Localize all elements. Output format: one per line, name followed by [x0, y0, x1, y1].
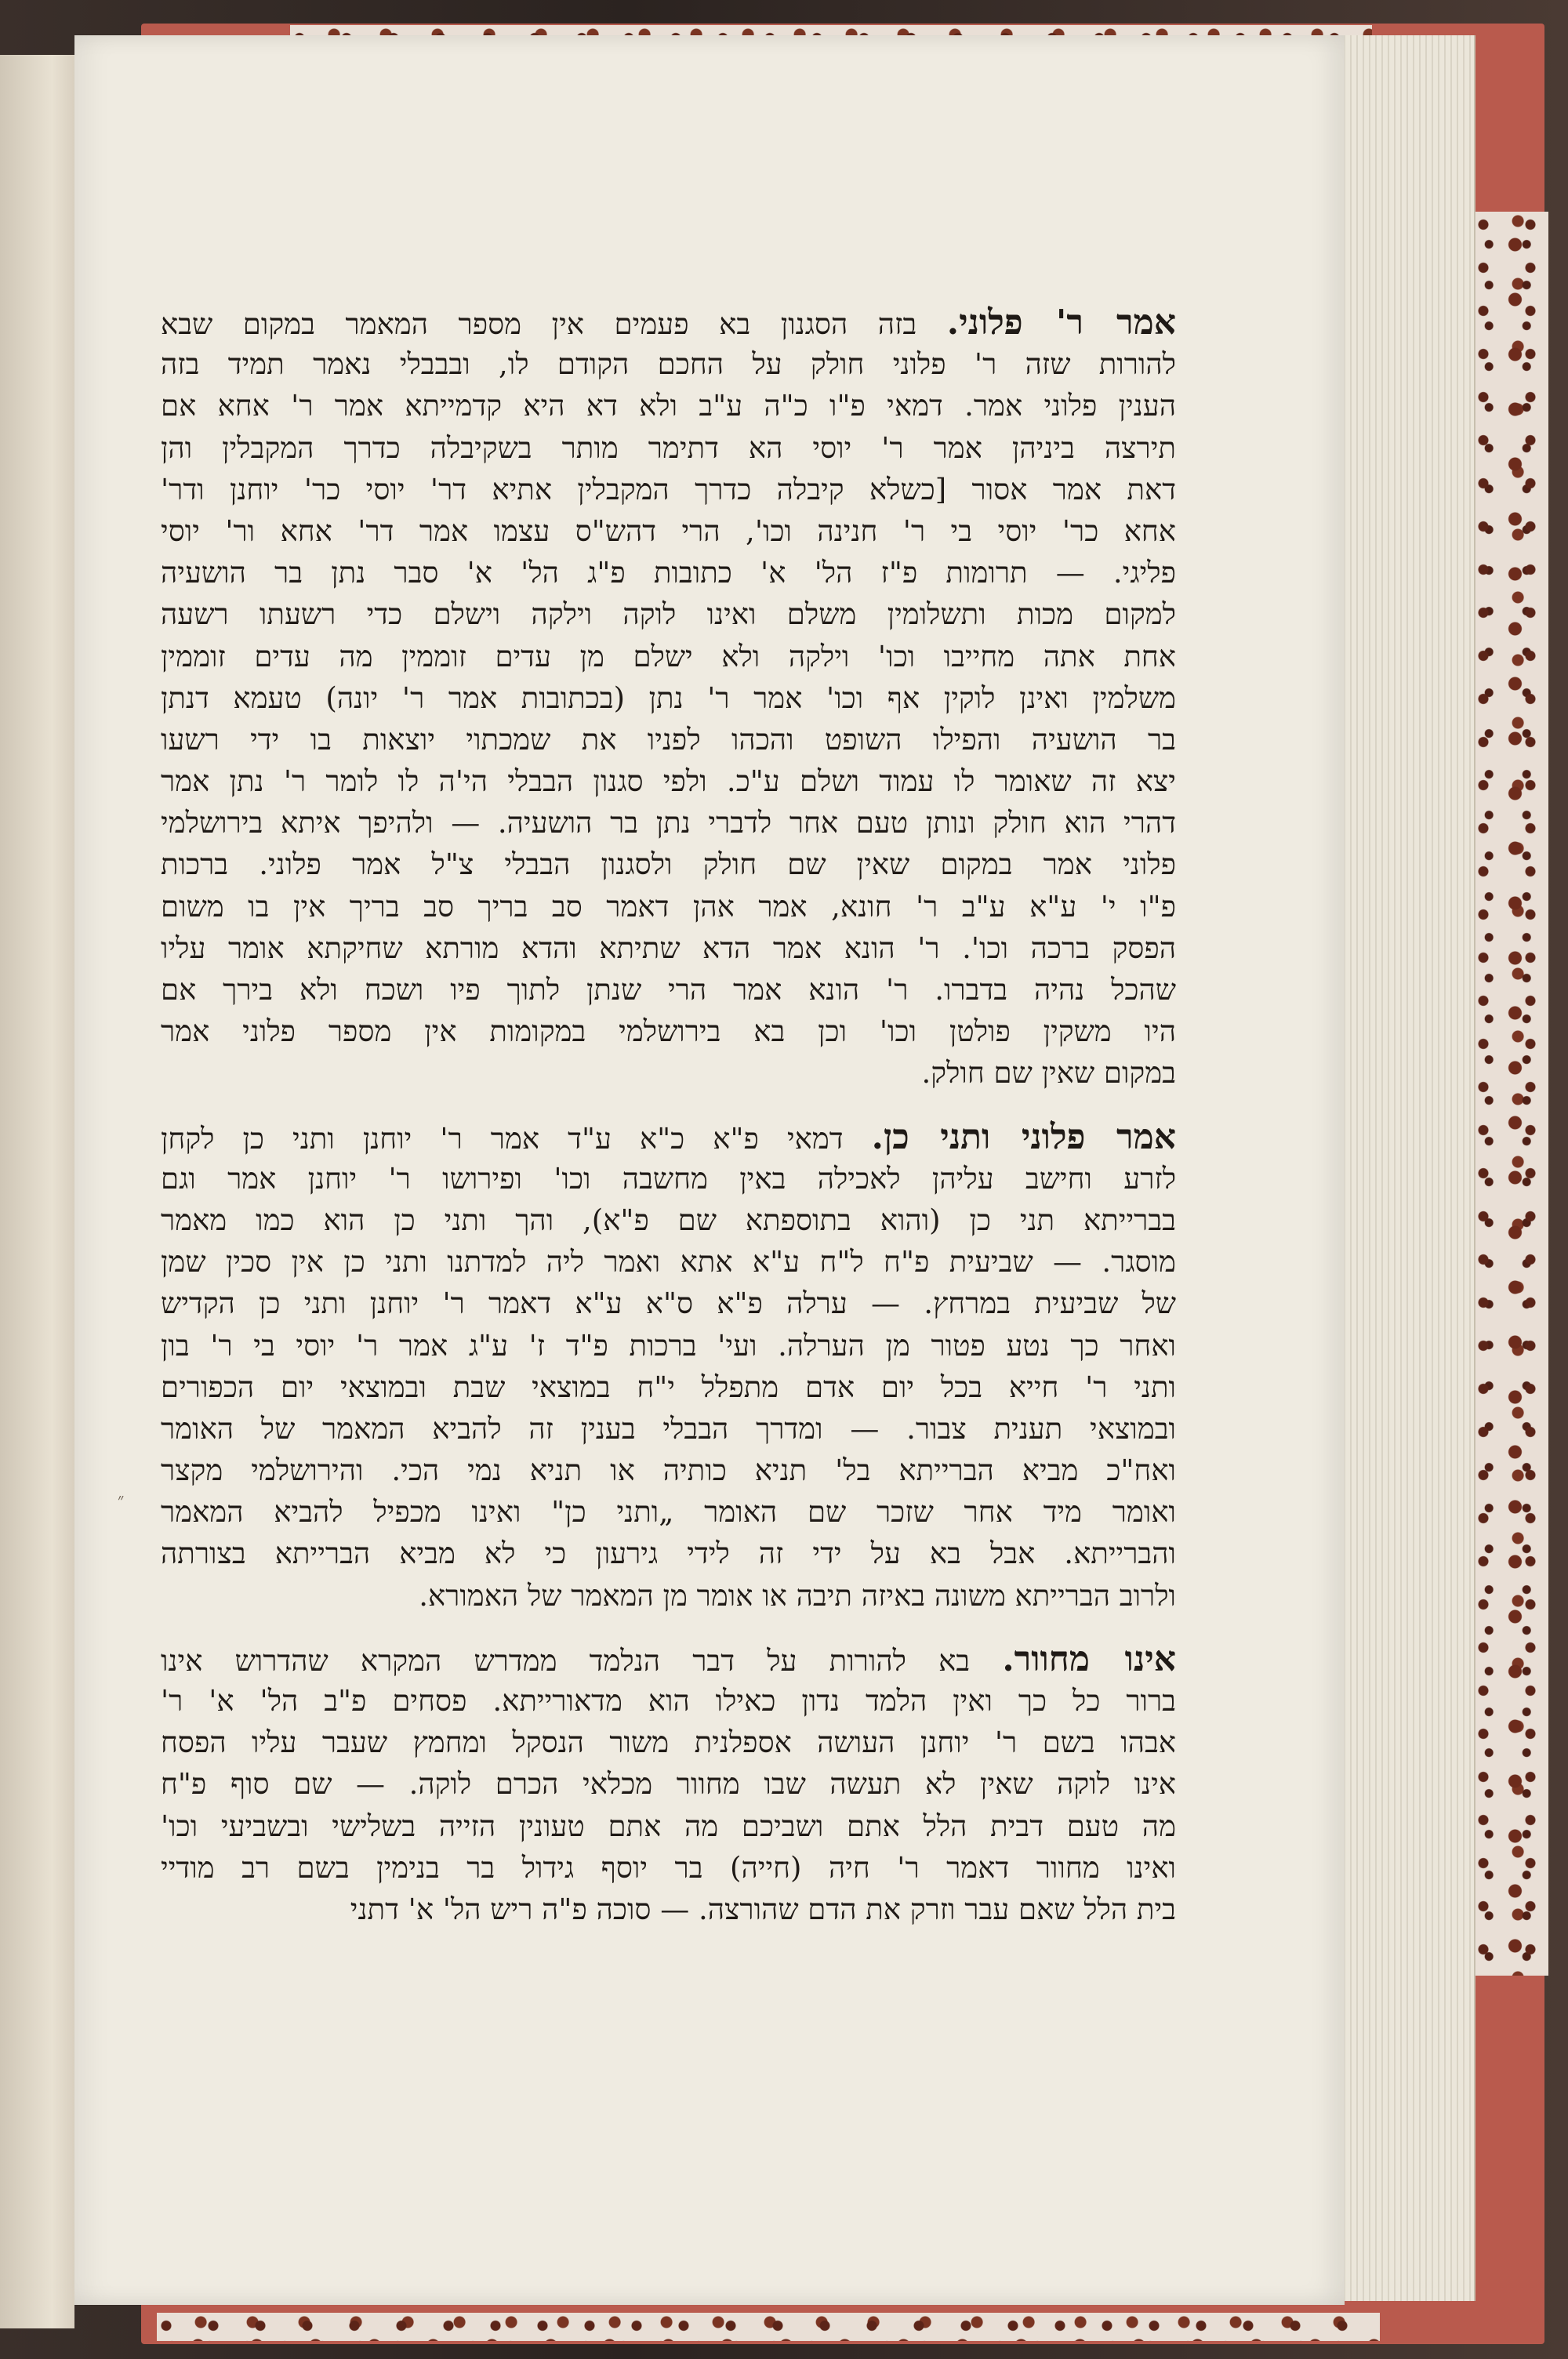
text-line	[161, 552, 1176, 593]
text-line	[161, 1325, 1176, 1366]
text-line	[161, 1763, 1176, 1805]
left-page-edge	[0, 55, 74, 2328]
line-text: דהרי הוא חולק ונותן טעם אחר לדברי נתן בר הושעיה. — ולהיפך איתא בירושלמי	[161, 806, 1176, 840]
line-text: שהכל נהיה בדברו. ר' הונא אמר הרי שנתן לתוך פיו ושכח ולא בירך אם	[161, 973, 1176, 1007]
line-text: בר הושעיה והפילו השופט והכהו לפניו את שמכתוי יוצאות בו ידי רשעו	[161, 722, 1176, 757]
text-line	[161, 1283, 1176, 1324]
text-line	[161, 469, 1176, 510]
text-line	[161, 636, 1176, 677]
paragraph-lead: אמר ר' פלוני.	[946, 303, 1176, 343]
line-text: הפסק ברכה וכו'. ר' הונא אמר הדא שתיתא והדא מורתא שחיקתא אומר עליו	[161, 931, 1176, 965]
text-block	[161, 302, 1176, 1952]
line-text: ואחר כך נטע פטור מן הערלה. ועי' ברכות פ"ד ז' ע"ג אמר ר' יוסי בי ר' בון	[161, 1328, 1176, 1363]
line-text: במקום שאין שם חולק.	[921, 1056, 1176, 1091]
line-text: משלמין ואינן לוקין אף וכו' אמר ר' נתן (בכתובות אמר ר' יונה) טעמא דנתן	[161, 680, 1176, 715]
line-text: אינו לוקה שאין לא תעשה שבו מחוור מכלאי הכרם לוקה. — שם סוף פ"ח	[161, 1767, 1176, 1802]
line-text: אחת אתה מחייבו וכו' וילקה ולא ישלם מן עדים זוממין מה עדים זוממין	[161, 639, 1176, 673]
line-text: בזה הסגנון בא פעמים אין מספר המאמר במקום שבא	[161, 307, 917, 341]
line-text: הענין פלוני אמר. דמאי פ"ו כ"ה ע"ב ולא דא היא קדמייתא אמר ר' אחא אם	[161, 389, 1176, 423]
line-text: ואומר מיד אחר שזכר שם האומר „ותני כן" ואינו מכפיל להביא המאמר	[161, 1495, 1176, 1530]
text-line	[161, 343, 1176, 385]
paragraph-lead: אינו מחוור.	[1002, 1639, 1176, 1679]
line-text: דאת אמר אסור [כשלא קיבלה כדרך המקבלין אתיא דר' יוסי כר' יוחנן ודר'	[161, 472, 1176, 506]
text-line	[161, 1011, 1176, 1052]
text-line	[161, 385, 1176, 426]
paragraph	[161, 1639, 1176, 1930]
text-line	[161, 1052, 1176, 1094]
line-text: ואינו מחוור דאמר ר' חיה (חייה) בר יוסף גידול בר בנימין בשם רב מודיי	[161, 1850, 1176, 1885]
text-line	[161, 1241, 1176, 1283]
line-text: ולרוב הברייתא משונה באיזה תיבה או אומר מן המאמר של האמורא.	[419, 1578, 1176, 1613]
text-line	[161, 593, 1176, 635]
margin-mark: ״	[118, 1490, 125, 1510]
line-text: בא להורות על דבר הנלמד ממדרש המקרא שהדרוש אינו	[161, 1643, 971, 1678]
text-line	[161, 1847, 1176, 1889]
line-text: לזרע וחישב עליהן לאכילה באין מחשבה וכו' ופירושו ר' יוחנן אמר וגם	[161, 1161, 1176, 1196]
text-line	[161, 1575, 1176, 1617]
line-text: ואח"כ מביא הברייתא בל' תניא כותיה או תניא נמי הכי. והירושלמי מקצר	[161, 1454, 1176, 1488]
line-text: אבהו בשם ר' יוחנן העושה אספלנית משור הנסקל ומחמץ שעבר עליו הפסח	[161, 1726, 1176, 1760]
text-line	[161, 719, 1176, 760]
text-line	[161, 427, 1176, 469]
text-line	[161, 802, 1176, 844]
text-line	[161, 1533, 1176, 1574]
line-text: ותני ר' חייא בכל יום אדם מתפלל י"ח במוצאי שבת ובמוצאי יום הכפורים	[161, 1370, 1176, 1404]
line-text: דמאי פ"א כ"א ע"ד אמר ר' יוחנן ותני כן לקחן	[161, 1121, 844, 1156]
text-line	[161, 886, 1176, 927]
line-text: ברור כל כך ואין הלמד נדון כאילו הוא מדאורייתא. פסחים פ"ב הל' א' ר'	[161, 1684, 1176, 1718]
text-line	[161, 302, 1176, 343]
line-text: בית הלל שאם עבר וזרק את הדם שהורצה. — סוכה פ"ה ריש הל' א' דתני	[350, 1892, 1176, 1926]
paragraph-lead: אמר פלוני ותני כן.	[871, 1116, 1176, 1157]
text-line	[161, 1680, 1176, 1722]
text-line	[161, 1116, 1176, 1158]
line-text: של שביעית במרחץ. — ערלה פ"א ס"א ע"א דאמר ר' יוחנן ותני כן הקדיש	[161, 1287, 1176, 1321]
text-line	[161, 760, 1176, 802]
line-text: להורות שזה ר' פלוני חולק על החכם הקודם לו, ובבבלי נאמר תמיד בזה	[161, 347, 1176, 382]
text-line	[161, 1722, 1176, 1763]
text-line	[161, 1450, 1176, 1491]
line-text: פ"ו י' ע"א ע"ב ר' חונא, אמר אהן דאמר סב בריך סב בריך אין בו משום	[161, 889, 1176, 924]
line-text: מה טעם דבית הלל אתם ושביכם מה אתם טעונין הזייה בשלישי ובשביעי וכו'	[161, 1809, 1176, 1843]
text-line	[161, 1366, 1176, 1408]
text-line	[161, 510, 1176, 552]
line-text: בברייתא תני כן (והוא בתוספתא שם פ"א), והך ותני כן הוא כמו מאמר	[161, 1203, 1176, 1237]
text-line	[161, 844, 1176, 885]
text-line	[161, 969, 1176, 1011]
line-text: תירצה ביניהן אמר ר' יוסי הא דתימר מותר בשקיבלה כדרך המקבלין והן	[161, 430, 1176, 465]
text-line	[161, 1806, 1176, 1847]
text-line	[161, 1639, 1176, 1680]
text-line	[161, 677, 1176, 719]
line-text: והברייתא. אבל בא על ידי זה לידי גירעון כי לא מביא הברייתא בצורתה	[161, 1537, 1176, 1571]
page-stack	[1333, 35, 1475, 2301]
line-text: אחא כר' יוסי בי ר' חנינה וכו', הרי דהש"ס עצמו אמר דר' אחא ור' יוסי	[161, 514, 1176, 548]
paragraph	[161, 302, 1176, 1094]
marbled-edge-right	[1474, 212, 1548, 1976]
marbled-edge-bottom	[157, 2313, 1380, 2341]
paragraph	[161, 1116, 1176, 1617]
text-line	[161, 927, 1176, 969]
text-line	[161, 1199, 1176, 1241]
line-text: יצא זה שאומר לו עמוד ושלם ע"כ. ולפי סגנון הבבלי הי'ה לו לומר ר' נתן אמר	[161, 764, 1176, 799]
line-text: פליגי. — תרומות פ"ז הל' א' כתובות פ"ג הל' א' סבר נתן בר הושעיה	[161, 556, 1176, 590]
line-text: למקום מכות ותשלומין משלם ואינו לוקה וילקה וישלם כדי רשעתו רשעה	[161, 597, 1176, 632]
line-text: ובמוצאי תענית צבור. — ומדרך הבבלי בענין זה להביא המאמר של האומר	[161, 1411, 1176, 1446]
text-line	[161, 1491, 1176, 1533]
text-line	[161, 1889, 1176, 1930]
line-text: מוסגר. — שביעית פ"ח ל"ח ע"א אתא ואמר ליה למדתנו ותני כן אין סכין שמן	[161, 1245, 1176, 1279]
text-line	[161, 1408, 1176, 1450]
line-text: פלוני אמר במקום שאין שם חולק ולסגנון הבבלי צ"ל אמר פלוני. ברכות	[161, 847, 1176, 882]
text-line	[161, 1158, 1176, 1199]
line-text: היו משקין פולטן וכו' וכן בא בירושלמי במקומות אין מספר פלוני אמר	[161, 1014, 1176, 1049]
